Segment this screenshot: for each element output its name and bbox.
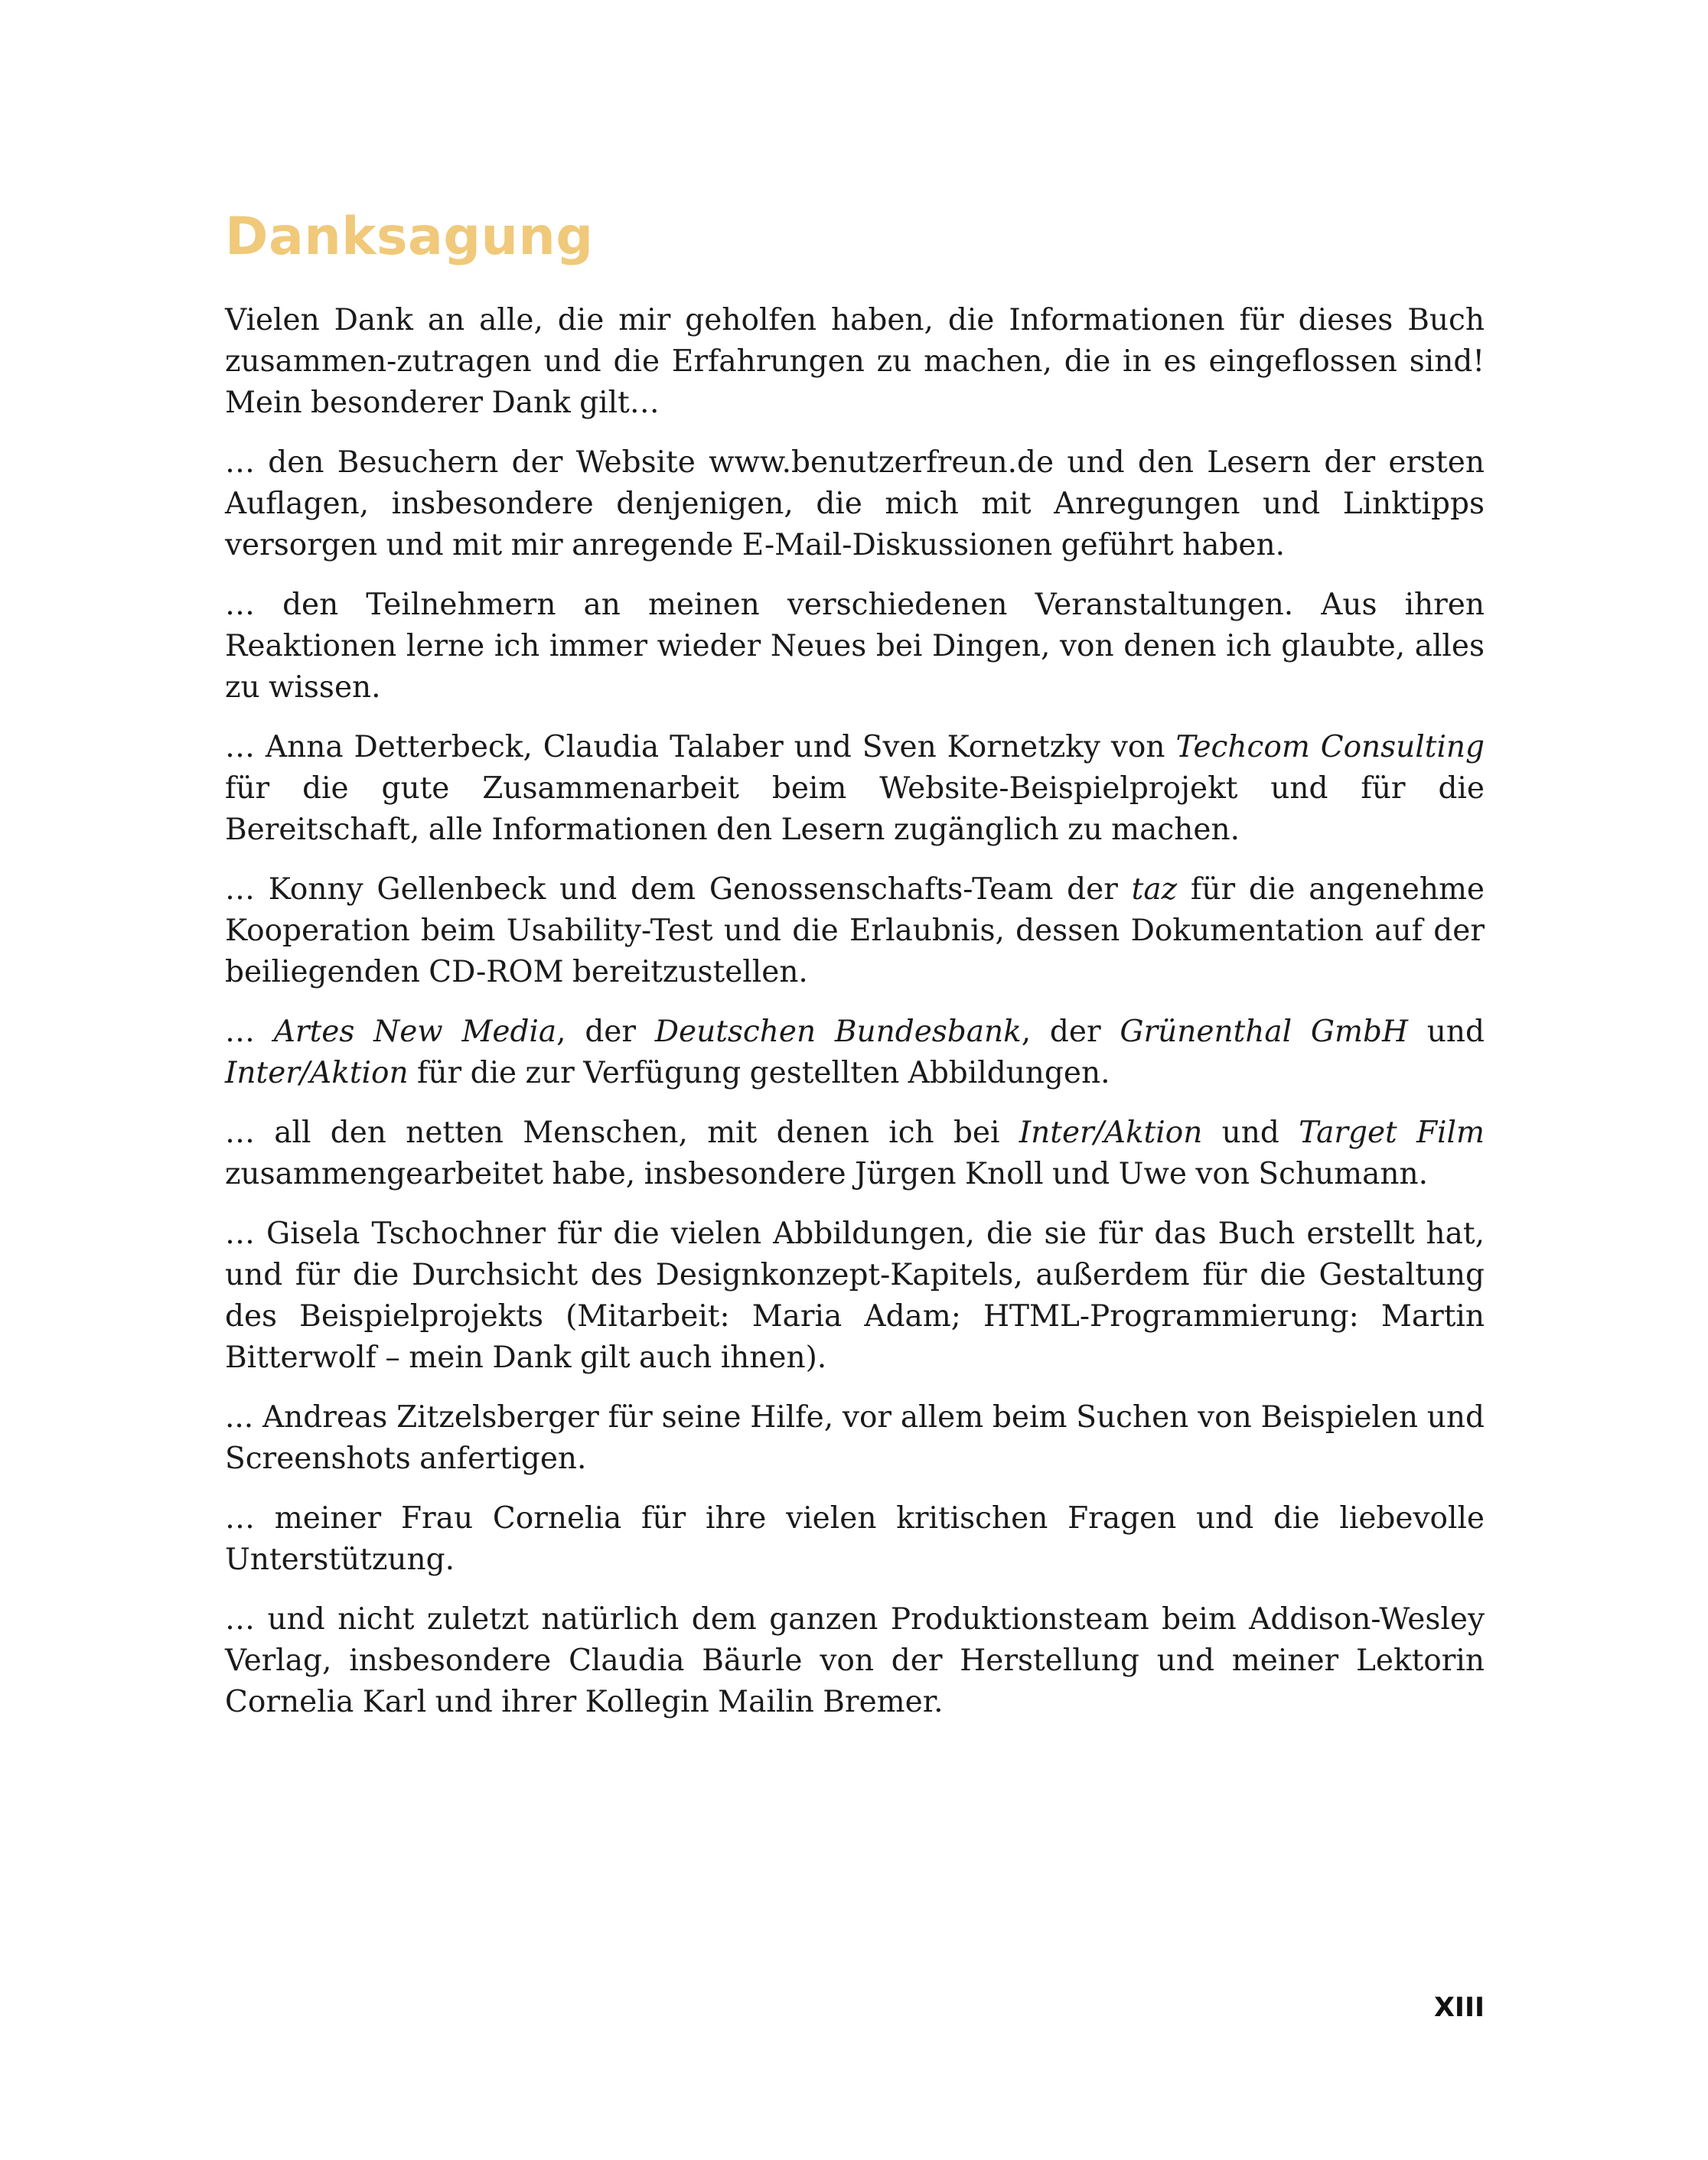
acknowledgement-paragraph — [225, 1498, 1485, 1581]
paragraph-text: … und nicht zuletzt natürlich dem ganzen Produktionsteam beim Addison-Wesley Verlag, insbesondere Claudia Bäurle von der Herstellung und meiner Lektorin Cornelia Karl und ihrer Kollegin Mailin Bremer. — [225, 1602, 1485, 1719]
italic-name: Techcom Consulting — [1175, 730, 1485, 764]
paragraph-text: … Anna Detterbeck, Claudia Talaber und Sven Kornetzky von — [225, 730, 1176, 764]
paragraph-text: … Gisela Tschochner für die vielen Abbildungen, die sie für das Buch erstellt hat, und für die Durchsicht des Designkonzept-Kapitels, außerdem für die Gestaltung des Beispielprojekts (Mitarbeit: Maria Adam; HTML-Programmierung: Martin Bitterwolf – mein Dank gilt auch ihnen). — [225, 1217, 1485, 1375]
paragraph-text: und — [1408, 1015, 1485, 1049]
acknowledgement-paragraph — [225, 727, 1485, 851]
acknowledgement-paragraph — [225, 1012, 1485, 1094]
page-title: Danksagung — [225, 207, 594, 267]
paragraph-text: … all den netten Menschen, mit denen ich bei — [225, 1116, 1019, 1150]
paragraph-text: , der — [1021, 1015, 1120, 1049]
italic-name: Inter/Aktion — [225, 1056, 409, 1090]
acknowledgement-paragraph — [225, 1397, 1485, 1480]
paragraph-text: … den Teilnehmern an meinen verschiedenen Veranstaltungen. Aus ihren Reaktionen lerne ich immer wieder Neues bei Dingen, von denen ich glaubte, alles zu wissen. — [225, 588, 1485, 705]
paragraph-text: … Konny Gellenbeck und dem Genossenschafts-Team der — [225, 872, 1132, 907]
italic-name: Artes New Media — [273, 1015, 557, 1049]
acknowledgements-body — [225, 300, 1485, 1741]
italic-name: Inter/Aktion — [1019, 1116, 1203, 1150]
paragraph-text: … — [225, 1015, 274, 1049]
paragraph-text: zusammengearbeitet habe, insbesondere Jürgen Knoll und Uwe von Schumann. — [225, 1157, 1429, 1191]
paragraph-text: … den Besuchern der Website www.benutzerfreun.de und den Lesern der ersten Auflagen, insbesondere denjenigen, die mich mit Anregungen und Linktipps versorgen und mit mir anregende E-Mail-Diskussionen geführt haben. — [225, 445, 1485, 562]
paragraph-text: … meiner Frau Cornelia für ihre vielen kritischen Fragen und die liebevolle Unterstützung. — [225, 1501, 1485, 1577]
paragraph-text: für die angenehme Kooperation beim Usability-Test und die Erlaubnis, dessen Dokumentation auf der beiliegenden CD-ROM bereitzustellen. — [225, 872, 1485, 989]
acknowledgement-paragraph — [225, 1599, 1485, 1723]
acknowledgement-paragraph — [225, 585, 1485, 709]
italic-name: taz — [1131, 872, 1178, 907]
acknowledgement-paragraph — [225, 869, 1485, 993]
paragraph-text: für die zur Verfügung gestellten Abbildungen. — [408, 1056, 1110, 1090]
paragraph-text: für die gute Zusammenarbeit beim Website-Beispielprojekt und für die Bereitschaft, alle Informationen den Lesern zugänglich zu machen. — [225, 771, 1485, 847]
italic-name: Deutschen Bundesbank — [654, 1015, 1022, 1049]
paragraph-text: , der — [556, 1015, 655, 1049]
italic-name: Grünenthal GmbH — [1120, 1015, 1408, 1049]
acknowledgement-paragraph — [225, 1113, 1485, 1195]
acknowledgement-paragraph — [225, 300, 1485, 424]
paragraph-text: ... Andreas Zitzelsberger für seine Hilfe, vor allem beim Suchen von Beispielen und Screenshots anfertigen. — [225, 1400, 1485, 1476]
paragraph-text: und — [1202, 1116, 1299, 1150]
acknowledgement-paragraph — [225, 442, 1485, 566]
acknowledgement-paragraph — [225, 1214, 1485, 1379]
paragraph-text: Vielen Dank an alle, die mir geholfen haben, die Informationen für dieses Buch zusammen-zutragen und die Erfahrungen zu machen, die in es eingeflossen sind! Mein besonderer Dank gilt… — [225, 303, 1485, 420]
italic-name: Target Film — [1299, 1116, 1485, 1150]
page-number: XIII — [1433, 1992, 1485, 2023]
